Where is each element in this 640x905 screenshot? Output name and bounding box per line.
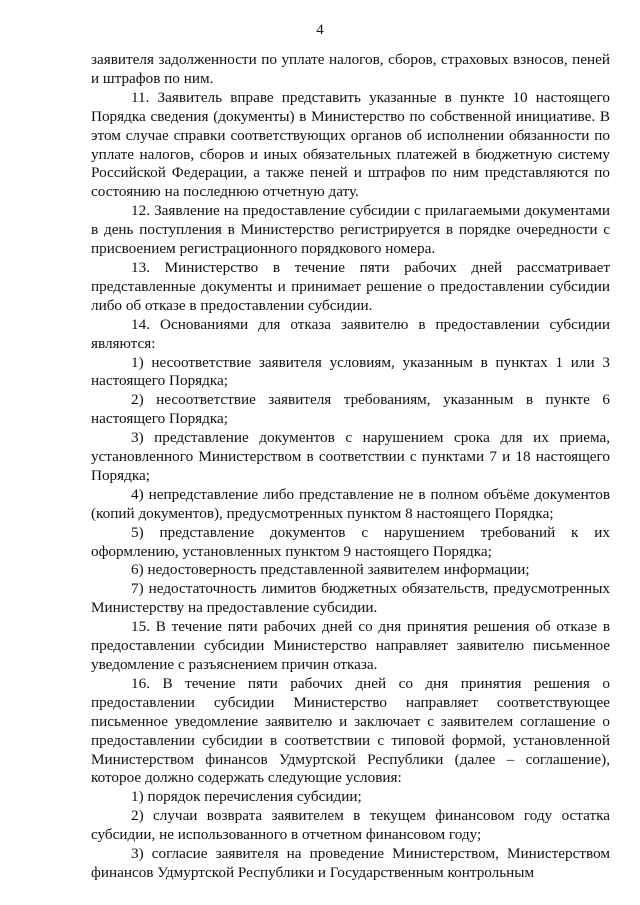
- paragraph-item-15: 15. В течение пяти рабочих дней со дня принятия решения об отказе в предоставлении субсидии Министерство направляет заявителю письменное уведомление с разъяснением причин отказа.: [91, 618, 610, 673]
- paragraph-item-11: 11. Заявитель вправе представить указанные в пункте 10 настоящего Порядка сведения (документы) в Министерство по собственной инициативе. В этом случае справки соответствующих органов об исполнении обязанности по уплате налогов, сборов и иных обязательных платежей в бюджетную систему Российской Федерации, а также пеней и штрафов по ним представляются по состоянию на последнюю отчетную дату.: [91, 88, 610, 201]
- list-item-14-4: 4) непредставление либо представление не в полном объёме документов (копий документов), предусмотренных пунктом 8 настоящего Порядка;: [91, 485, 610, 522]
- list-item-14-2: 2) несоответствие заявителя требованиям, указанным в пункте 6 настоящего Порядка;: [91, 391, 610, 428]
- paragraph-item-16: 16. В течение пяти рабочих дней со дня принятия решения о предоставлении субсидии Министерство направляет соответствующее письменное уведомление заявителю и заключает с заявителем соглашение о предоставлении субсидии в соответствии с типовой формой, установленной Министерством финансов Удмуртской Республики (далее – соглашение), которое должно содержать следующие условия:: [91, 674, 610, 787]
- paragraph-item-13: 13. Министерство в течение пяти рабочих дней рассматривает представленные документы и принимает решение о предоставлении субсидии либо об отказе в предоставлении субсидии.: [91, 258, 610, 314]
- list-item-14-7: 7) недостаточность лимитов бюджетных обязательств, предусмотренных Министерству на предоставление субсидии.: [91, 580, 610, 617]
- list-item-16-1: 1) порядок перечисления субсидии;: [131, 788, 362, 806]
- paragraph-item-12: 12. Заявление на предоставление субсидии с прилагаемыми документами в день поступления в Министерство регистрируется в порядке очередности с присвоением регистрационного порядкового номера.: [91, 202, 610, 258]
- document-body: [91, 51, 610, 883]
- paragraph-item-14: 14. Основаниями для отказа заявителю в предоставлении субсидии являются:: [91, 315, 610, 352]
- list-item-14-1: 1) несоответствие заявителя условиям, указанным в пунктах 1 или 3 настоящего Порядка;: [91, 353, 610, 390]
- list-item-14-6: 6) недостоверность представленной заявителем информации;: [131, 561, 530, 579]
- list-item-16-3: 3) согласие заявителя на проведение Министерством, Министерством финансов Удмуртской Республики и Государственным контрольным: [91, 845, 610, 881]
- list-item-14-5: 5) представление документов с нарушением требований к их оформлению, установленных пунктом 9 настоящего Порядка;: [91, 523, 610, 560]
- page-number: 4: [316, 22, 324, 38]
- list-item-16-2: 2) случаи возврата заявителем в текущем финансовом году остатка субсидии, не использованного в отчетном финансовом году;: [91, 807, 610, 844]
- paragraph-continuation: заявителя задолженности по уплате налогов, сборов, страховых взносов, пеней и штрафов по ним.: [91, 51, 610, 87]
- list-item-14-3: 3) представление документов с нарушением срока для их приема, установленного Министерством в соответствии с пунктами 7 и 18 настоящего Порядка;: [91, 429, 610, 484]
